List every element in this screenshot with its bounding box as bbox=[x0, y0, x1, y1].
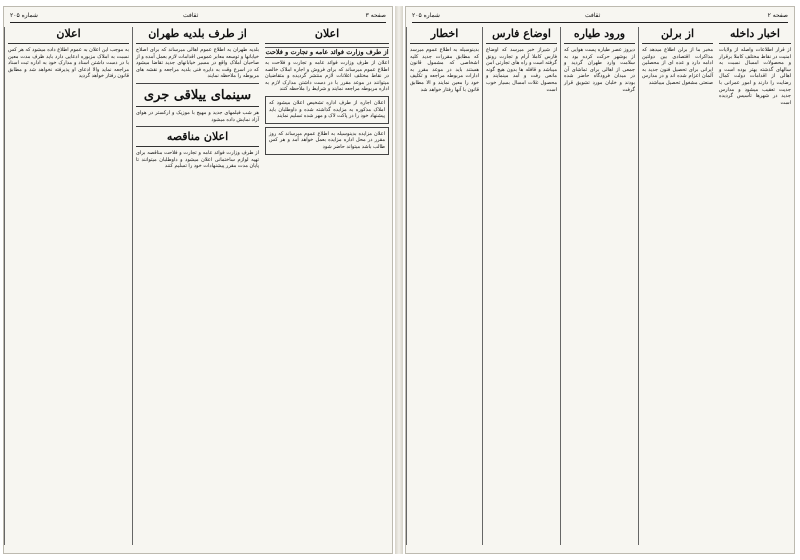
right-running-head bbox=[412, 10, 788, 23]
notices-body: بدینوسیله به اطلاع عموم میرسد که مطابق مقررات جدید کلیه اشخاصی که مشمول قانون هستند باید در موعد مقرر به ادارات مربوطه مراجعه و تکلیف خود را معین نمایند و الا مطابق قانون با آنها رفتار خواهد شد bbox=[410, 47, 479, 93]
domestic-news-column bbox=[716, 27, 794, 545]
left-running-head bbox=[10, 10, 386, 23]
berlin-column bbox=[638, 27, 716, 545]
divider bbox=[136, 126, 259, 127]
right-issue-label: شماره ۲۰۵ bbox=[412, 12, 440, 19]
left-page-label: صفحه ۳ bbox=[365, 12, 386, 19]
notices-heading: اخطار bbox=[410, 27, 479, 44]
aircraft-body: دیروز عصر طیاره پست هوایی که از بوشهر حرکت کرده بود به سلامت وارد طهران گردید و جمعی از اهالی برای تماشای آن در میدان فرودگاه حاضر شده بودند و خلبان مورد تشویق قرار گرفت bbox=[564, 47, 635, 93]
ads-column bbox=[262, 27, 392, 545]
domestic-heading: اخبار داخله bbox=[719, 27, 791, 44]
divider bbox=[136, 83, 259, 84]
right-page-label: صفحه ۲ bbox=[767, 12, 788, 19]
municipal-column bbox=[132, 27, 262, 545]
fars-body: از شیراز خبر میرسد که اوضاع فارس کاملا آرام و تجارت رونق گرفته است و راه های تجارتی امن میباشد و قافله ها بدون هیچ گونه مانعی رفت و آمد مینمایند و محصول غلات امسال بسیار خوب است bbox=[486, 47, 557, 93]
tender-title: اعلان مناقصه bbox=[136, 130, 259, 147]
berlin-heading: از برلن bbox=[642, 27, 713, 44]
notice-column bbox=[4, 27, 132, 545]
cinema-body: هر شب فیلمهای جدید و مهیج با موزیک و ارکستر در هوای آزاد نمایش داده میشود bbox=[136, 109, 259, 123]
domestic-body: از قرار اطلاعات واصله از ولایات امنیت در نقاط مختلف کاملا برقرار و محصولات امسال نسبت به سالهای گذشته بهتر بوده است و اهالی از اقدامات دولت کمال رضایت را دارند و امور عمرانی با جدیت تعقیب میشود و مدارس جدید در شهرها تأسیس گردیده است bbox=[719, 47, 791, 106]
ads-heading: اعلان bbox=[265, 27, 389, 44]
notices-column bbox=[406, 27, 482, 545]
left-paper-name: ثقافت bbox=[182, 12, 199, 19]
notice-heading: اعلان bbox=[8, 27, 129, 44]
municipal-body: بلدیه طهران به اطلاع عموم اهالی میرساند که برای اصلاح خیابانها و توسعه معابر عمومی اقدامات لازم بعمل آمده و از صاحبان املاک واقع در مسیر خیابانهای جدید تقاضا میشود که در اسرع وقت به دایره فنی بلدیه مراجعه و نقشه های مربوطه را ملاحظه نمایند bbox=[136, 47, 259, 80]
ads-box-1: اعلان اجاره از طرف اداره تشخیص اعلان میشود که املاک مذکوره به مزایده گذاشته شده و داوطلبان باید پیشنهاد خود را در پاکت لاک و مهر شده تسلیم نمایند bbox=[265, 96, 389, 124]
tender-body: از طرف وزارت فوائد عامه و تجارت و فلاحت مناقصه برای تهیه لوازم ساختمانی اعلان میشود و داوطلبان میتوانند تا پایان مدت مقرر پیشنهادات خود را تسلیم کنند bbox=[136, 150, 259, 170]
fars-heading: اوضاع فارس bbox=[486, 27, 557, 44]
right-page bbox=[405, 6, 795, 554]
left-page bbox=[3, 6, 393, 554]
ads-body: اعلان از طرف وزارت فوائد عامه و تجارت و فلاحت به اطلاع عموم میرساند که برای فروش و اجاره املاک خالصه در نقاط مختلف اعلانات لازم منتشر گردیده و متقاضیان میتوانند در موعد مقرر با در دست داشتن مدارک لازم به اداره مربوطه مراجعه نمایند و شرایط را ملاحظه کنند bbox=[265, 60, 389, 93]
ads-box-2: اعلان مزایده بدینوسیله به اطلاع عموم میرساند که روز مقرر در محل اداره مزایده بعمل خواهد آمد و هر کس طالب باشد میتواند حاضر شود bbox=[265, 127, 389, 155]
fars-column bbox=[482, 27, 560, 545]
notice-body: به موجب این اعلان به عموم اطلاع داده میشود که هر کس نسبت به املاک مزبوره ادعایی دارد باید ظرف مدت معین با در دست داشتن اسناد و مدارک خود به اداره ثبت اسناد مراجعه نماید والا ادعای او پذیرفته نخواهد شد و مطابق قانون رفتار خواهد گردید bbox=[8, 47, 129, 80]
cinema-title: سینمای ییلاقی جری bbox=[136, 87, 259, 107]
municipal-heading: از طرف بلدیه طهران bbox=[136, 27, 259, 44]
left-issue-label: شماره ۲۰۵ bbox=[10, 12, 38, 19]
berlin-body: مخبر ما از برلن اطلاع میدهد که مذاکرات اقتصادی بین دولتین ادامه دارد و عده ای از محصلین ایرانی برای تحصیل فنون جدید به آلمان اعزام شده اند و در مدارس صنعتی مشغول تحصیل میباشند bbox=[642, 47, 713, 86]
aircraft-heading: ورود طیاره bbox=[564, 27, 635, 44]
ads-subheading: از طرف وزارت فوائد عامه و تجارت و فلاحت bbox=[265, 48, 389, 56]
gutter bbox=[395, 6, 403, 554]
aircraft-column bbox=[560, 27, 638, 545]
right-paper-name: ثقافت bbox=[584, 12, 601, 19]
